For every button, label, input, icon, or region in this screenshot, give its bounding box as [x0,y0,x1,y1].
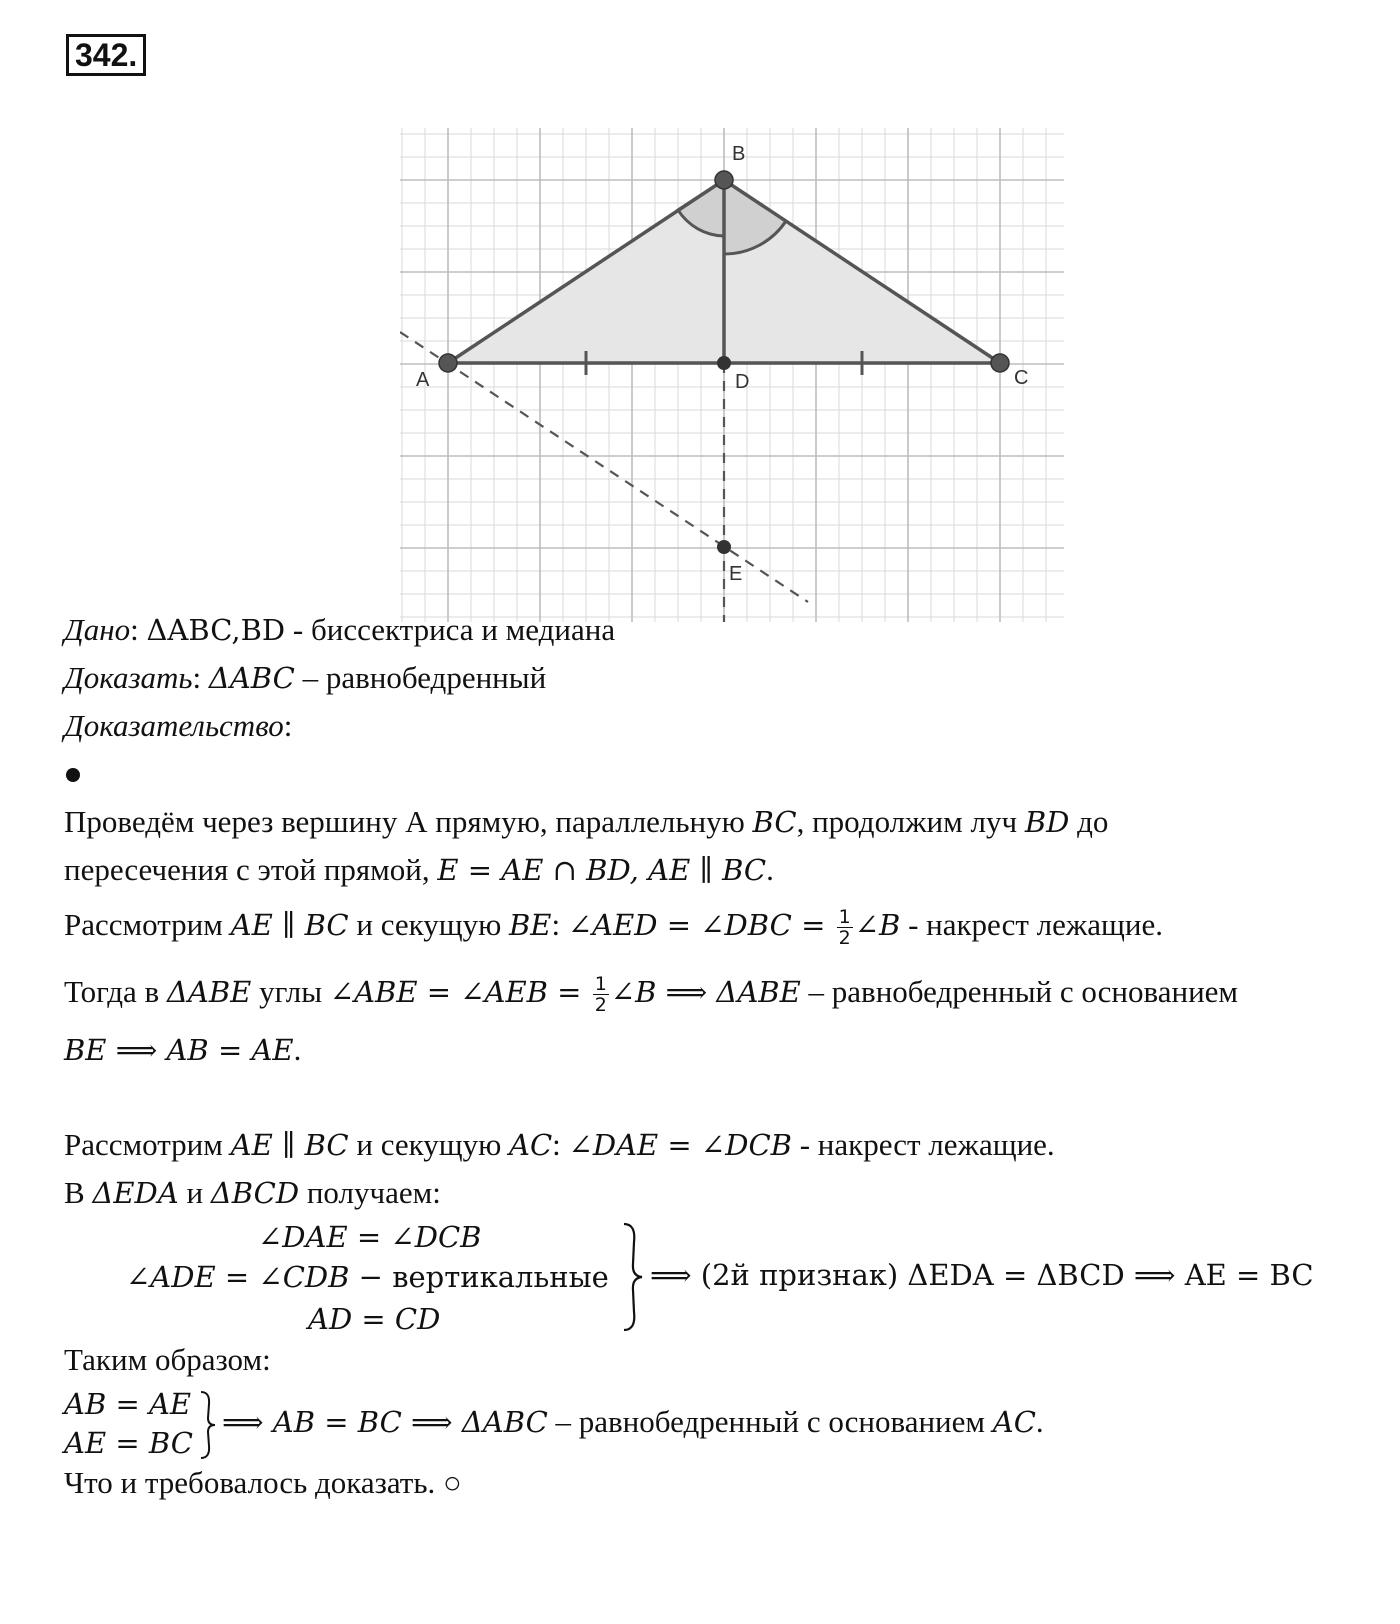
step4-math-b: AE ∥ BC [230,1128,349,1162]
given-expr: ΔABC,BD [146,613,286,647]
given-line: Дано: ΔABC,BD - биссектриса и медиана [64,612,616,647]
step5-text-a: В [64,1175,93,1210]
system1-brace [620,1222,646,1332]
step1-text-e: до [1069,804,1109,839]
system2-result-text: – равнобедренный с основанием [547,1404,993,1439]
point-d [717,356,731,370]
step2-math-g: ∠B [854,908,901,942]
step3-frac-num: 1 [594,973,607,996]
system2-result-dot: . [1035,1404,1044,1439]
point-a [439,354,457,372]
step3-line1 [64,972,1238,1015]
step2-text-a: Рассмотрим [64,907,231,942]
system2-row1: AB = AE [64,1387,192,1421]
step4-text-c: и секущую [348,1127,509,1162]
geometry-figure [400,128,1064,622]
point-c [991,354,1009,372]
step1-text-l2a: пересечения с этой прямой, [64,852,438,887]
system2-result-math: ⟹ AB = BC ⟹ ΔABC [222,1405,548,1439]
label-b: B [732,143,746,165]
step4-math-d: AC [509,1128,553,1162]
qed-line: Что и требовалось доказать. ○ [64,1465,462,1500]
step5-line [64,1173,441,1213]
step3-math-d: ∠ABE = ∠AEB = [329,975,591,1009]
step3-text-a: Тогда в [64,974,167,1009]
step2-math-b: AE ∥ BC [230,908,349,942]
step3-frac-den: 2 [594,994,607,1017]
given-text: - биссектриса и медиана [285,612,616,647]
step4-line [64,1125,1055,1165]
step1-math-bc: BC [752,805,797,839]
prove-text: – равнобедренный [294,660,547,695]
problem-number: 342. [66,34,146,76]
system1-result: ⟹ (2й признак) ΔEDA = ΔBCD ⟹ AE = BC [650,1258,1314,1292]
step1-math-bd: BD [1024,805,1070,839]
step1-line2 [64,850,774,890]
step2-fraction [837,907,853,948]
step1-line1 [64,802,1108,842]
system1-row2-text: − вертикальные [349,1260,609,1294]
step2-text-c: и секущую [348,907,509,942]
step3-text-h: . [293,1032,302,1067]
label-d: D [735,371,750,393]
step1-text-c: , продолжим луч [796,804,1025,839]
system1-row2 [126,1257,609,1297]
step4-text-e: : [552,1127,569,1162]
system1-row1: ∠DAE = ∠DCB [258,1220,482,1254]
point-e [717,540,731,554]
step2-line [64,905,1163,948]
step1-text-l2c: . [766,852,774,887]
label-c: C [1014,367,1029,389]
step2-frac-num: 1 [838,906,851,929]
step5-text-c: и [178,1175,211,1210]
step4-math-f: ∠DAE = ∠DCB [568,1128,792,1162]
prove-expr: ΔABC [208,661,295,695]
label-e: E [729,563,743,585]
step3-math-e: ∠B ⟹ ΔABE [610,975,801,1009]
step2-math-d: BE [509,908,552,942]
label-a: A [416,369,430,391]
step1-math-e: E = AE ∩ BD, AE ∥ BC [437,853,767,887]
step3-line2 [64,1030,301,1070]
system1-row3: AD = CD [308,1302,441,1336]
step3-text-c: углы [251,974,330,1009]
proof-label: Доказательство [64,708,284,743]
step2-math-f: ∠AED = ∠DBC = [567,908,835,942]
system1-row2-math: ∠ADE = ∠CDB [126,1260,350,1294]
step5-math-d: ΔBCD [210,1176,300,1210]
system2-brace [198,1390,218,1460]
system2-result [222,1402,1044,1442]
step1-text-a: Проведём через вершину А прямую, параллельную [64,804,753,839]
step4-text-a: Рассмотрим [64,1127,231,1162]
system2-row2: AE = BC [64,1426,193,1460]
step2-text-h: - накрест лежащие. [900,907,1164,942]
step3-math-b: ΔABE [166,975,252,1009]
step3-fraction [593,974,609,1015]
step3-math-g: BE ⟹ AB = AE [64,1033,294,1067]
prove-label: Доказать [64,660,193,695]
step4-text-g: - накрест лежащие. [791,1127,1055,1162]
step2-frac-den: 2 [838,927,851,950]
step5-text-e: получаем: [299,1175,441,1210]
thus-line: Таким образом: [64,1342,271,1377]
bullet [66,768,80,782]
point-b [715,171,733,189]
step3-text-f: – равнобедренный с основанием [800,974,1239,1009]
given-label: Дано [64,612,131,647]
step2-text-e: : [551,907,568,942]
prove-line: Доказать: ΔABC – равнобедренный [64,660,547,695]
step5-math-b: ΔEDA [92,1176,179,1210]
system2-result-ac: AC [992,1405,1036,1439]
proof-heading: Доказательство: [64,708,293,743]
